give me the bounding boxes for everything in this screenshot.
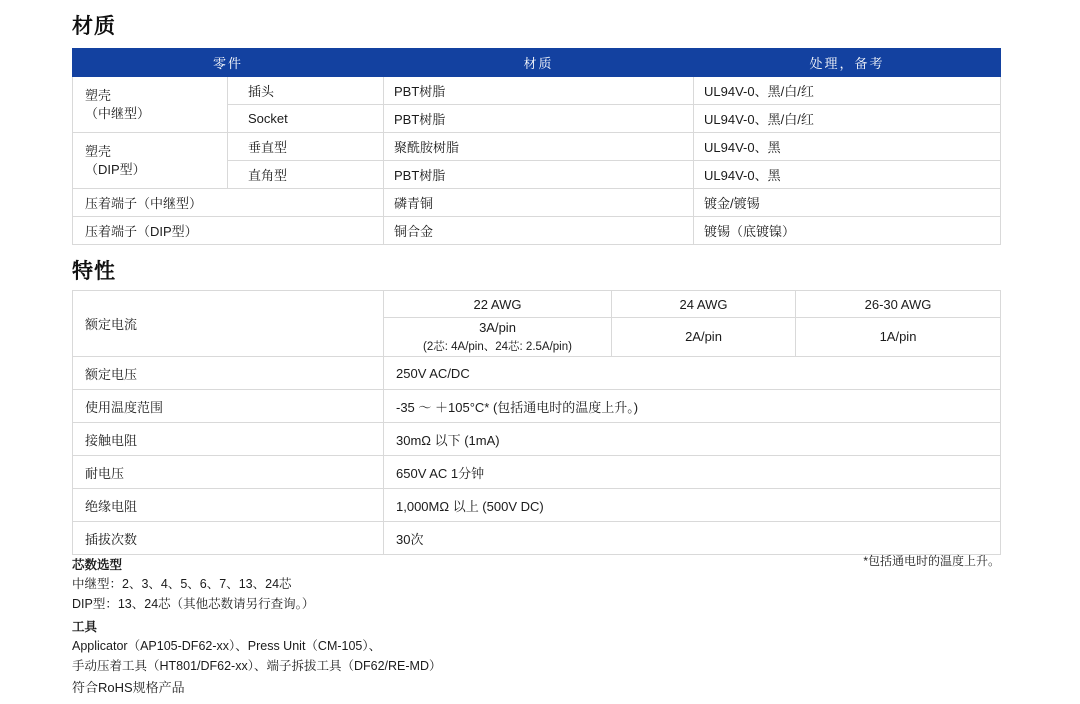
cell-spec-value: 1,000MΩ 以上 (500V DC)	[384, 489, 1001, 522]
table-row	[73, 423, 1001, 456]
note-temperature-footnote: *包括通电时的温度上升。	[863, 554, 1000, 568]
cell-treatment: 镀锡（底镀镍）	[694, 217, 1001, 245]
page-title-material: 材质	[72, 15, 116, 38]
cell-treatment: UL94V-0、黑	[694, 133, 1001, 161]
awg-22-main: 3A/pin	[479, 319, 516, 335]
note-pin-line2: DIP型：13、24芯（其他芯数请另行查询。）	[72, 596, 315, 611]
note-tool-line2: 手动压着工具（HT801/DF62-xx）、端子拆拔工具（DF62/RE-MD）	[72, 658, 442, 673]
cell-awg-24-value: 2A/pin	[612, 318, 796, 357]
cell-part-name: 压着端子（DIP型）	[73, 217, 384, 245]
group-label-line2: （DIP型）	[85, 161, 146, 177]
page-title-spec: 特性	[72, 260, 116, 283]
note-pin-count	[72, 556, 314, 614]
group-label-line2: （中继型）	[85, 105, 151, 121]
specification-table	[72, 290, 1001, 555]
cell-group-relay	[73, 77, 228, 133]
cell-treatment: 镀金/镀锡	[694, 189, 1001, 217]
cell-awg-2630-header: 26-30 AWG	[796, 291, 1001, 318]
cell-awg-2630-value: 1A/pin	[796, 318, 1001, 357]
material-table	[72, 48, 1001, 245]
cell-spec-value: 30次	[384, 522, 1001, 555]
cell-material: PBT树脂	[384, 77, 694, 105]
cell-material: 磷青铜	[384, 189, 694, 217]
cell-spec-value: -35 ～ ＋105°C* (包括通电时的温度上升。)	[384, 390, 1001, 423]
cell-subpart: 直角型	[228, 161, 384, 189]
cell-subpart: Socket	[228, 105, 384, 133]
table-row	[73, 489, 1001, 522]
cell-part-name: 压着端子（中继型）	[73, 189, 384, 217]
cell-rated-current-label: 额定电流	[73, 291, 384, 357]
cell-spec-label: 使用温度范围	[73, 390, 384, 423]
cell-subpart: 插头	[228, 77, 384, 105]
cell-treatment: UL94V-0、黑/白/红	[694, 77, 1001, 105]
note-tools	[72, 618, 441, 676]
cell-treatment: UL94V-0、黑/白/红	[694, 105, 1001, 133]
cell-awg-22-header: 22 AWG	[384, 291, 612, 318]
column-header-treatment: 处理，备考	[694, 49, 1001, 77]
group-label-line1: 塑壳	[85, 143, 112, 159]
note-rohs: 符合RoHS规格产品	[72, 680, 185, 695]
cell-subpart: 垂直型	[228, 133, 384, 161]
table-row	[73, 133, 1001, 161]
cell-spec-label: 插拔次数	[73, 522, 384, 555]
table-row	[73, 456, 1001, 489]
column-header-material: 材质	[384, 49, 694, 77]
cell-spec-value: 30mΩ 以下 (1mA)	[384, 423, 1001, 456]
note-tool-heading: 工具	[72, 620, 98, 634]
cell-spec-label: 接触电阻	[73, 423, 384, 456]
cell-spec-label: 额定电压	[73, 357, 384, 390]
note-tool-line1: Applicator（AP105-DF62-xx）、Press Unit（CM-105）、	[72, 639, 382, 654]
table-row	[73, 390, 1001, 423]
table-header-row	[73, 49, 1001, 77]
cell-spec-label: 绝缘电阻	[73, 489, 384, 522]
cell-spec-value: 650V AC 1分钟	[384, 456, 1001, 489]
cell-spec-value: 250V AC/DC	[384, 357, 1001, 390]
cell-material: 聚酰胺树脂	[384, 133, 694, 161]
cell-awg-22-value	[384, 318, 612, 357]
cell-spec-label: 耐电压	[73, 456, 384, 489]
cell-material: PBT树脂	[384, 161, 694, 189]
table-row	[73, 522, 1001, 555]
table-row-awg-headers	[73, 291, 1001, 318]
cell-treatment: UL94V-0、黑	[694, 161, 1001, 189]
awg-22-sub: (2芯: 4A/pin、24芯: 2.5A/pin)	[423, 340, 572, 353]
cell-group-dip	[73, 133, 228, 189]
group-label-line1: 塑壳	[85, 87, 112, 103]
column-header-part: 零件	[73, 49, 384, 77]
cell-material: 铜合金	[384, 217, 694, 245]
table-row	[73, 357, 1001, 390]
note-pin-heading: 芯数选型	[72, 558, 123, 572]
table-row	[73, 189, 1001, 217]
note-pin-line1: 中继型：2、3、4、5、6、7、13、24芯	[72, 577, 292, 592]
cell-material: PBT树脂	[384, 105, 694, 133]
table-row	[73, 77, 1001, 105]
cell-awg-24-header: 24 AWG	[612, 291, 796, 318]
table-row	[73, 217, 1001, 245]
